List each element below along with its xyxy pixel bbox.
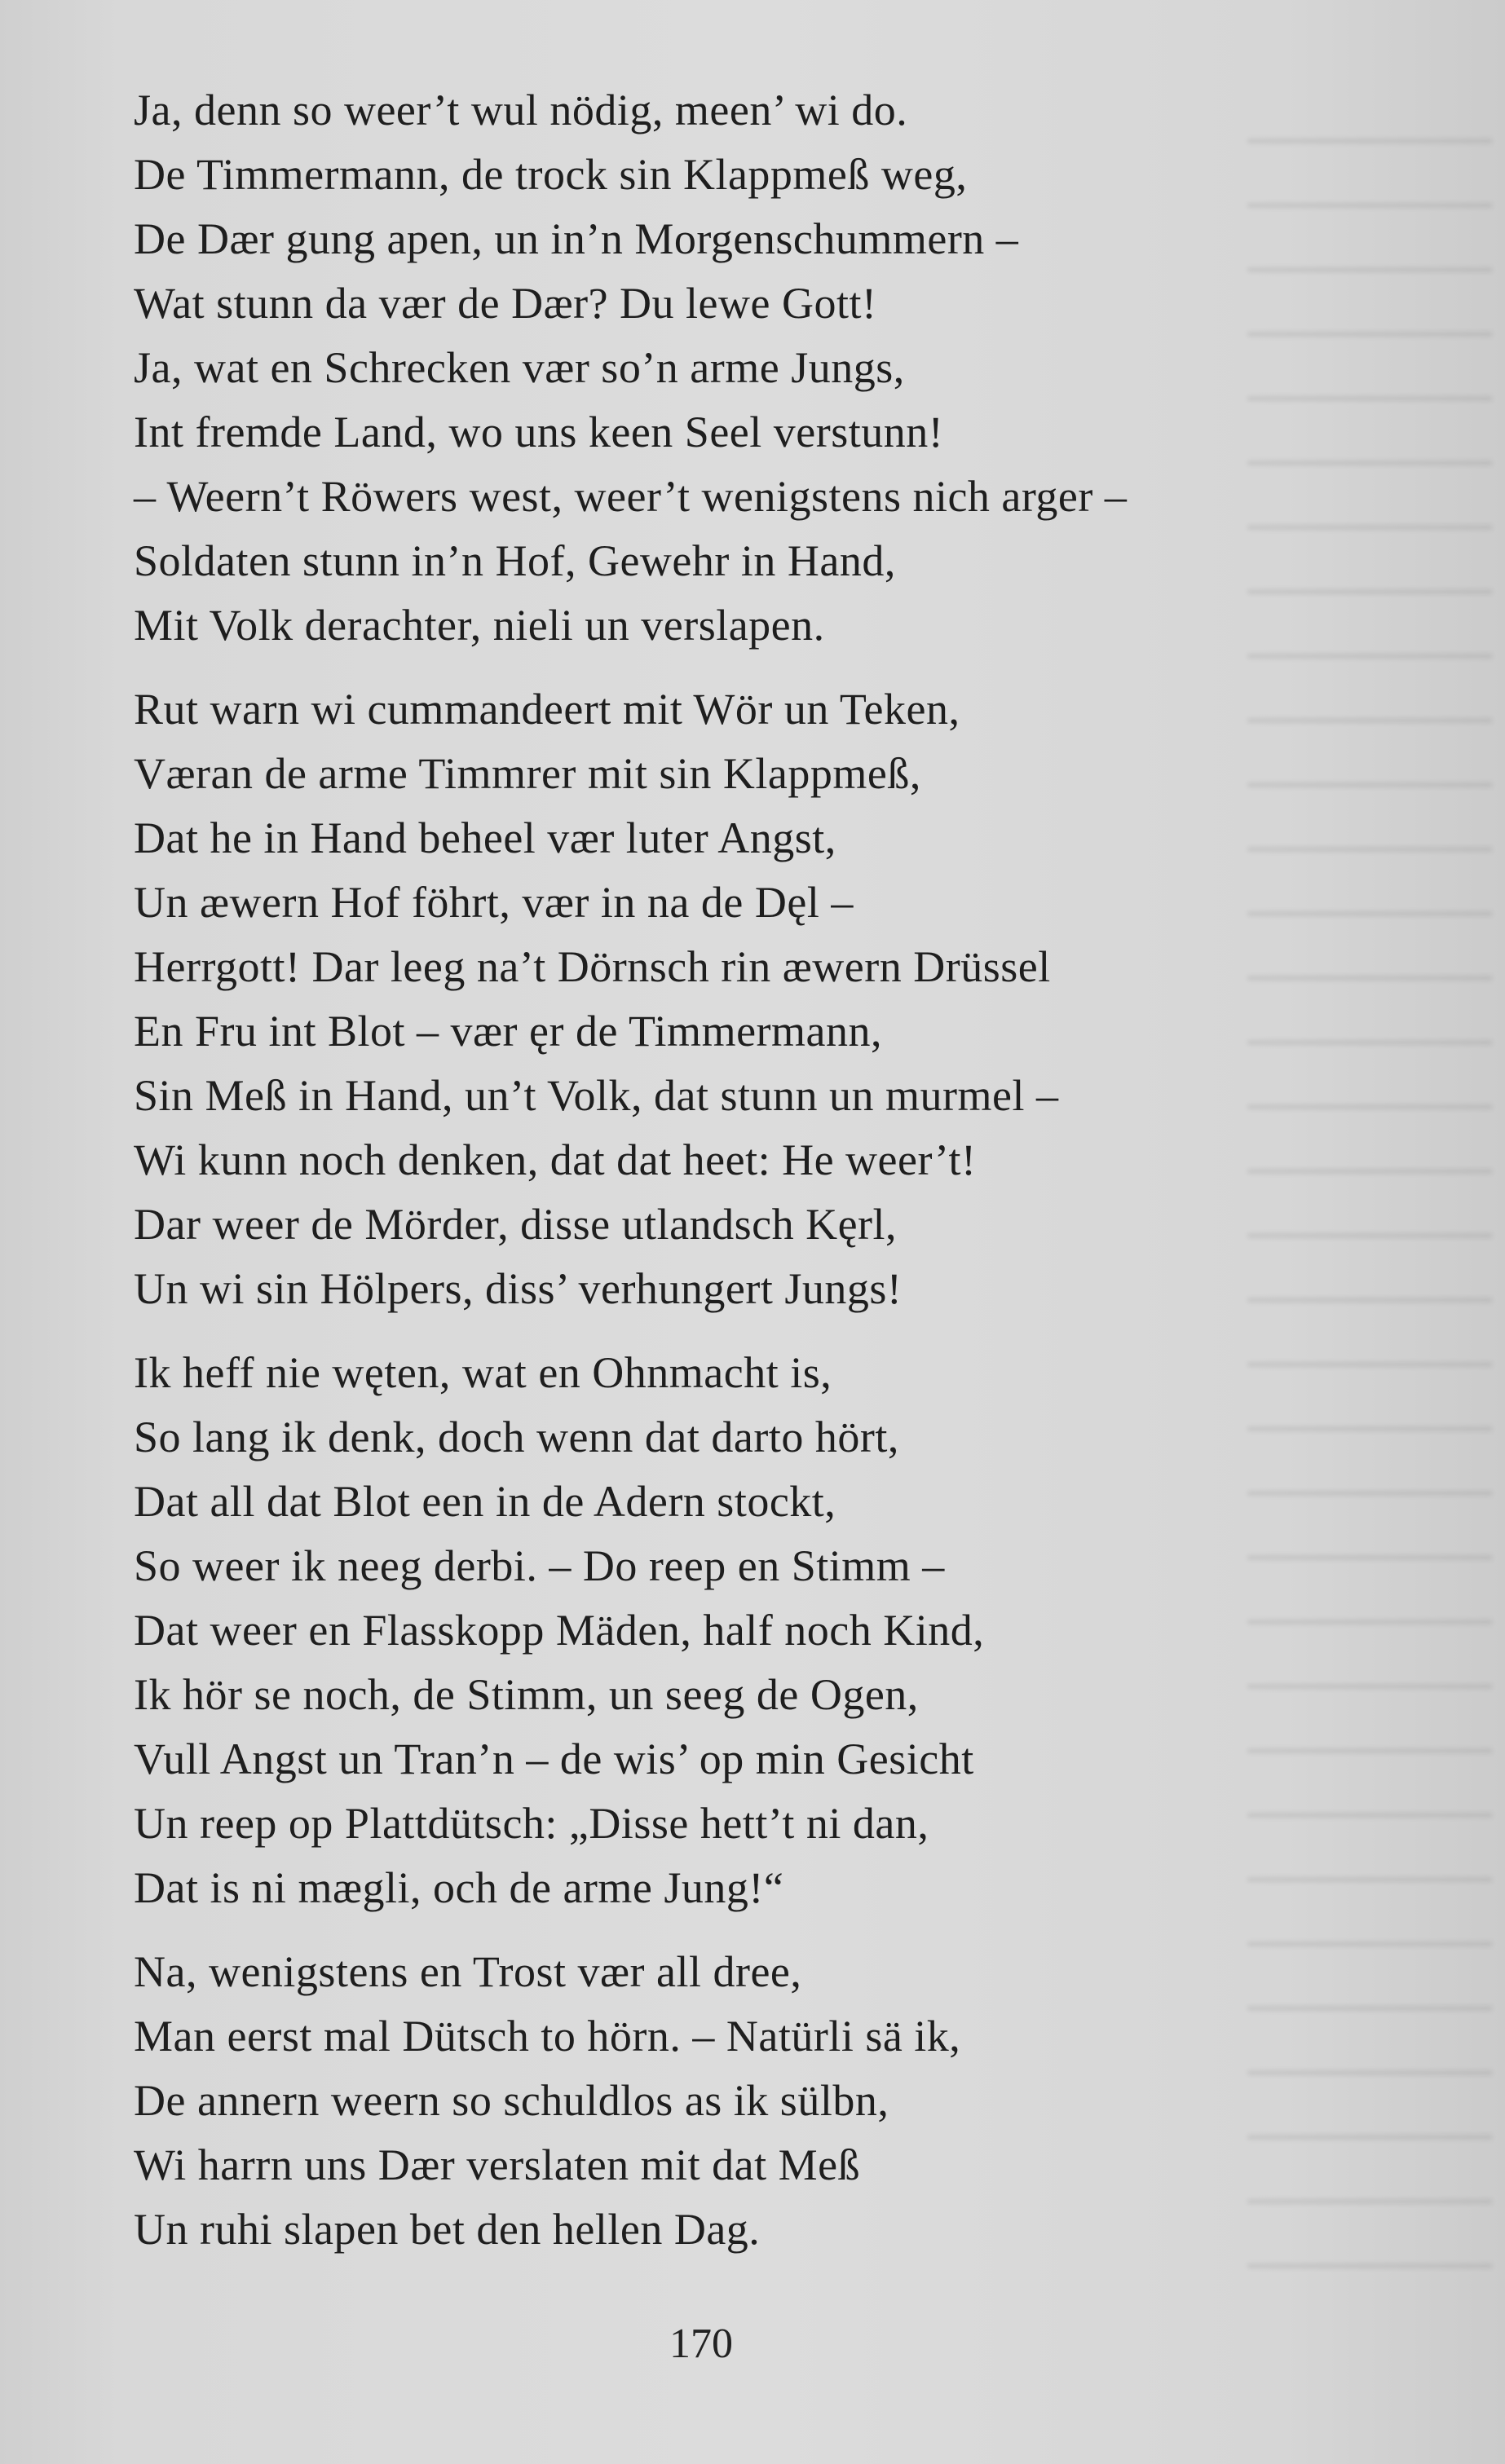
poem-line: Wi harrn uns Dær verslaten mit dat Meß [134,2140,861,2189]
poem-line: Dat is ni mægli, och de arme Jung!“ [134,1863,784,1912]
poem-line: Sin Meß in Hand, un’t Volk, dat stunn un murmel – [134,1071,1059,1120]
stanza-4 [134,1940,1357,2262]
poem-line: Un wi sin Hölpers, diss’ verhungert Jungs! [134,1264,903,1313]
poem-line: Rut warn wi cummandeert mit Wör un Teken, [134,685,960,734]
poem-line: Un reep op Plattdütsch: „Disse hett’t ni dan, [134,1799,929,1848]
poem-line: Ja, denn so weer’t wul nödig, meen’ wi do. [134,86,908,134]
poem-line: Soldaten stunn in’n Hof, Gewehr in Hand, [134,536,896,585]
poem-line: Wat stunn da vær de Dær? Du lewe Gott! [134,279,877,328]
poem-line: De Timmermann, de trock sin Klappmeß weg, [134,150,968,199]
poem-line: Dat weer en Flasskopp Mäden, half noch Kind, [134,1606,985,1655]
page-number: 170 [669,2321,733,2367]
poem-line: Na, wenigstens en Trost vær all dree, [134,1947,802,1996]
poem-line: Wi kunn noch denken, dat dat heet: He weer’t! [134,1135,977,1184]
poem-line: En Fru int Blot – vær ęr de Timmermann, [134,1007,882,1056]
stanza-2 [134,677,1357,1321]
poem-line: Man eerst mal Dütsch to hörn. – Natürli sä ik, [134,2012,961,2061]
poem-line: Dat he in Hand beheel vær luter Angst, [134,813,836,862]
poem-line: Dat all dat Blot een in de Adern stockt, [134,1477,836,1526]
poem-line: Dar weer de Mörder, disse utlandsch Kęrl, [134,1200,898,1249]
poem-line: Un ruhi slapen bet den hellen Dag. [134,2205,761,2254]
stanza-3 [134,1341,1357,1920]
poem-line: – Weern’t Röwers west, weer’t wenigstens nich arger – [134,472,1128,521]
stanza-1 [134,78,1357,658]
poem-line: Ik hör se noch, de Stimm, un seeg de Ogen, [134,1670,919,1719]
poem-line: So lang ik denk, doch wenn dat darto hört, [134,1413,899,1461]
poem-line: Vull Angst un Tran’n – de wis’ op min Gesicht [134,1734,974,1783]
poem-line: Herrgott! Dar leeg na’t Dörnsch rin æwern Drüssel [134,942,1051,991]
poem-text [134,78,1357,2281]
poem-line: So weer ik neeg derbi. – Do reep en Stimm – [134,1541,945,1590]
poem-line: De annern weern so schuldlos as ik sülbn, [134,2076,889,2125]
poem-line: Væran de arme Timmrer mit sin Klappmeß, [134,749,921,798]
poem-line: Ja, wat en Schrecken vær so’n arme Jungs, [134,343,905,392]
poem-line: Mit Volk derachter, nieli un verslapen. [134,601,825,650]
poem-line: De Dær gung apen, un in’n Morgenschummern – [134,214,1019,263]
poem-line: Ik heff nie węten, wat en Ohnmacht is, [134,1348,832,1397]
poem-line: Int fremde Land, wo uns keen Seel verstunn! [134,408,944,456]
poem-line: Un æwern Hof föhrt, vær in na de Dęl – [134,878,854,927]
